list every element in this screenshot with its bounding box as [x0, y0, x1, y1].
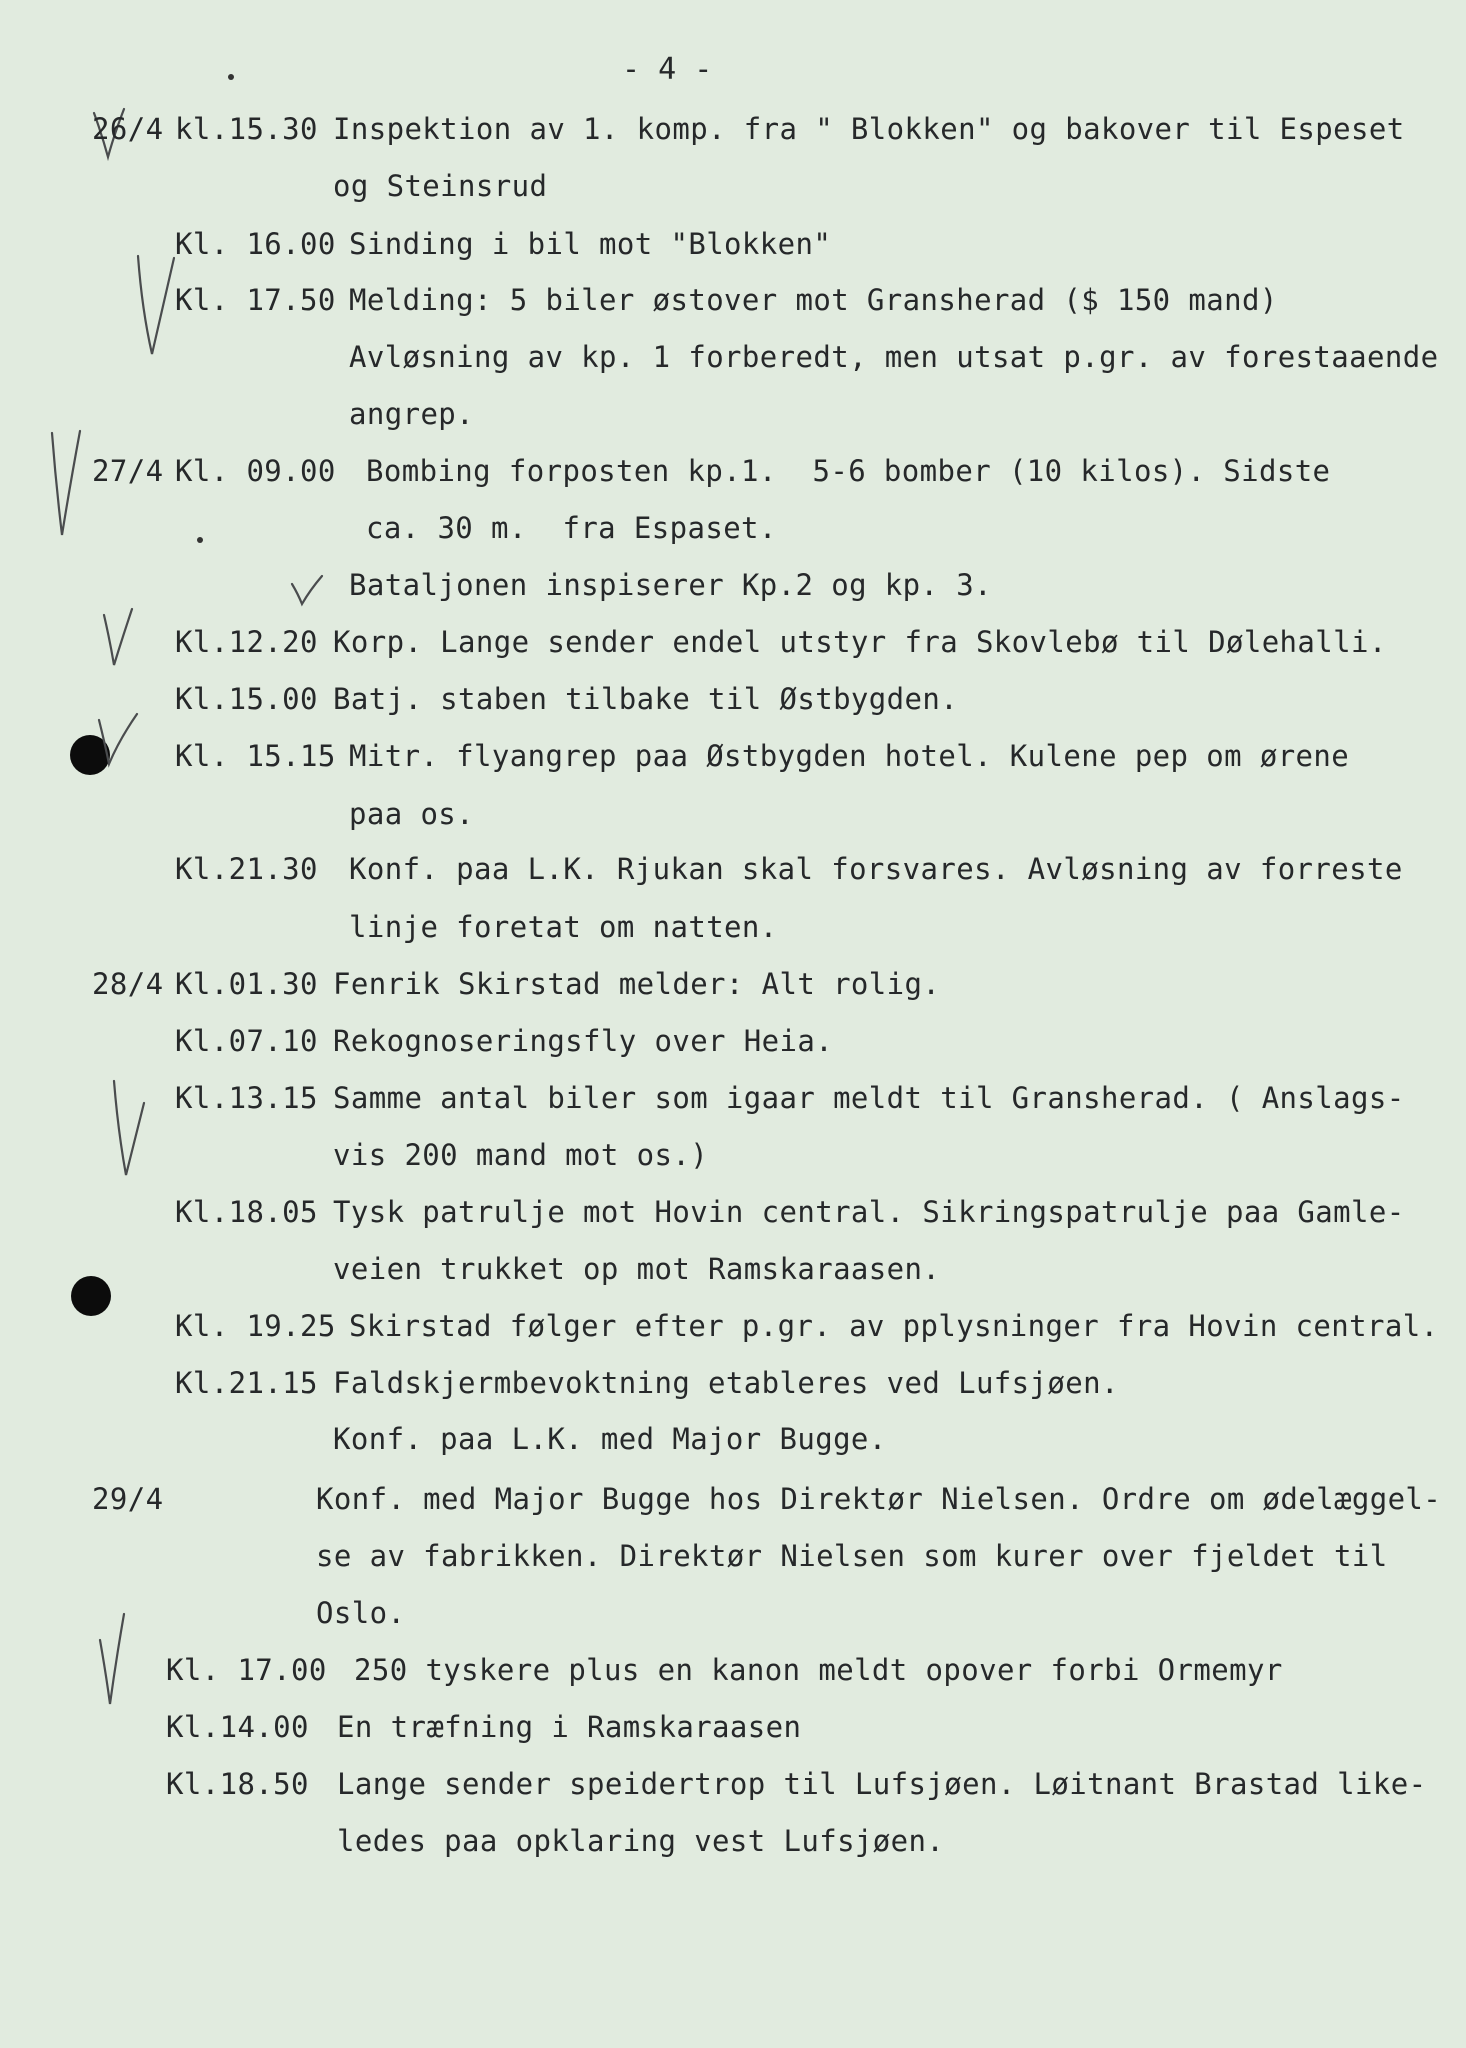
entry-text: og Steinsrud [333, 169, 548, 203]
entry-time: Kl. 09.00 [175, 454, 336, 488]
entry-time: Kl.13.15 [175, 1081, 318, 1115]
entry-text: Batj. staben tilbake til Østbygden. [333, 682, 959, 716]
entry-time: Kl. 17.00 [166, 1653, 327, 1687]
check-mark-icon [130, 250, 180, 360]
entry-text: Konf. paa L.K. med Major Bugge. [333, 1422, 887, 1456]
entry-text: Melding: 5 biler østover mot Gransherad ($ 150 mand) [349, 283, 1278, 317]
entry-text: veien trukket op mot Ramskaraasen. [333, 1252, 941, 1286]
entry-text: Faldskjermbevoktning etableres ved Lufsjøen. [333, 1366, 1119, 1400]
entry-time: Kl. 17.50 [175, 283, 336, 317]
check-mark-icon [108, 1075, 150, 1180]
entry-text: Korp. Lange sender endel utstyr fra Skovlebø til Dølehalli. [333, 625, 1387, 659]
punch-hole-lower [71, 1276, 111, 1316]
entry-text: Samme antal biler som igaar meldt til Gransherad. ( Anslags- [333, 1081, 1405, 1115]
entry-text: Bataljonen inspiserer Kp.2 og kp. 3. [349, 568, 992, 602]
check-mark-icon [96, 1610, 130, 1710]
entry-text: Tysk patrulje mot Hovin central. Sikringspatrulje paa Gamle- [333, 1195, 1405, 1229]
entry-time: Kl. 15.15 [175, 739, 336, 773]
entry-text: En træfning i Ramskaraasen [337, 1710, 802, 1744]
entry-text: 250 tyskere plus en kanon meldt opover forbi Ormemyr [354, 1653, 1283, 1687]
entry-text: ca. 30 m. fra Espaset. [366, 511, 777, 545]
entry-text: Lange sender speidertrop til Lufsjøen. Løitnant Brastad like- [337, 1767, 1427, 1801]
entry-date: 26/4 [92, 112, 164, 146]
entry-time: Kl.18.50 [166, 1767, 309, 1801]
entry-text: Bombing forposten kp.1. 5-6 bomber (10 kilos). Sidste [366, 454, 1331, 488]
entry-text: linje foretat om natten. [349, 910, 778, 944]
entry-time: kl.15.30 [175, 112, 318, 146]
entry-text: Rekognoseringsfly over Heia. [333, 1024, 834, 1058]
entry-text: se av fabrikken. Direktør Nielsen som kurer over fjeldet til [316, 1539, 1388, 1573]
check-mark-icon [95, 710, 141, 770]
entry-date: 28/4 [92, 967, 164, 1001]
entry-time: Kl. 19.25 [175, 1309, 336, 1343]
entry-text: paa os. [349, 797, 475, 831]
entry-text: ledes paa opklaring vest Lufsjøen. [337, 1824, 945, 1858]
entry-time: Kl.12.20 [175, 625, 318, 659]
page-number: - 4 - [622, 52, 713, 87]
entry-time: Kl.15.00 [175, 682, 318, 716]
check-mark-icon [100, 605, 136, 670]
stray-mark [197, 537, 203, 543]
entry-text: Avløsning av kp. 1 forberedt, men utsat p.gr. av forestaaende [349, 340, 1439, 374]
check-mark-icon [46, 425, 86, 540]
entry-text: Sinding i bil mot "Blokken" [349, 227, 832, 261]
stray-mark [228, 74, 234, 80]
entry-text: angrep. [349, 397, 475, 431]
entry-time: Kl.07.10 [175, 1024, 318, 1058]
entry-date: 29/4 [92, 1482, 164, 1516]
entry-text: Inspektion av 1. komp. fra " Blokken" og bakover til Espeset [333, 112, 1405, 146]
entry-date: 27/4 [92, 454, 164, 488]
entry-time: Kl.21.15 [175, 1366, 318, 1400]
entry-time: Kl.01.30 [175, 967, 318, 1001]
entry-text: vis 200 mand mot os.) [333, 1138, 709, 1172]
check-mark-icon [288, 572, 328, 608]
entry-time: Kl. 16.00 [175, 227, 336, 261]
entry-text: Konf. med Major Bugge hos Direktør Nielsen. Ordre om ødelæggel- [316, 1482, 1442, 1516]
entry-text: Konf. paa L.K. Rjukan skal forsvares. Avløsning av forreste [349, 852, 1403, 886]
entry-text: Oslo. [316, 1596, 406, 1630]
entry-time: Kl.21.30 [175, 852, 318, 886]
entry-text: Fenrik Skirstad melder: Alt rolig. [333, 967, 941, 1001]
entry-time: Kl.14.00 [166, 1710, 309, 1744]
entry-text: Mitr. flyangrep paa Østbygden hotel. Kulene pep om ørene [349, 739, 1350, 773]
entry-time: Kl.18.05 [175, 1195, 318, 1229]
entry-text: Skirstad følger efter p.gr. av pplysninger fra Hovin central. [349, 1309, 1439, 1343]
